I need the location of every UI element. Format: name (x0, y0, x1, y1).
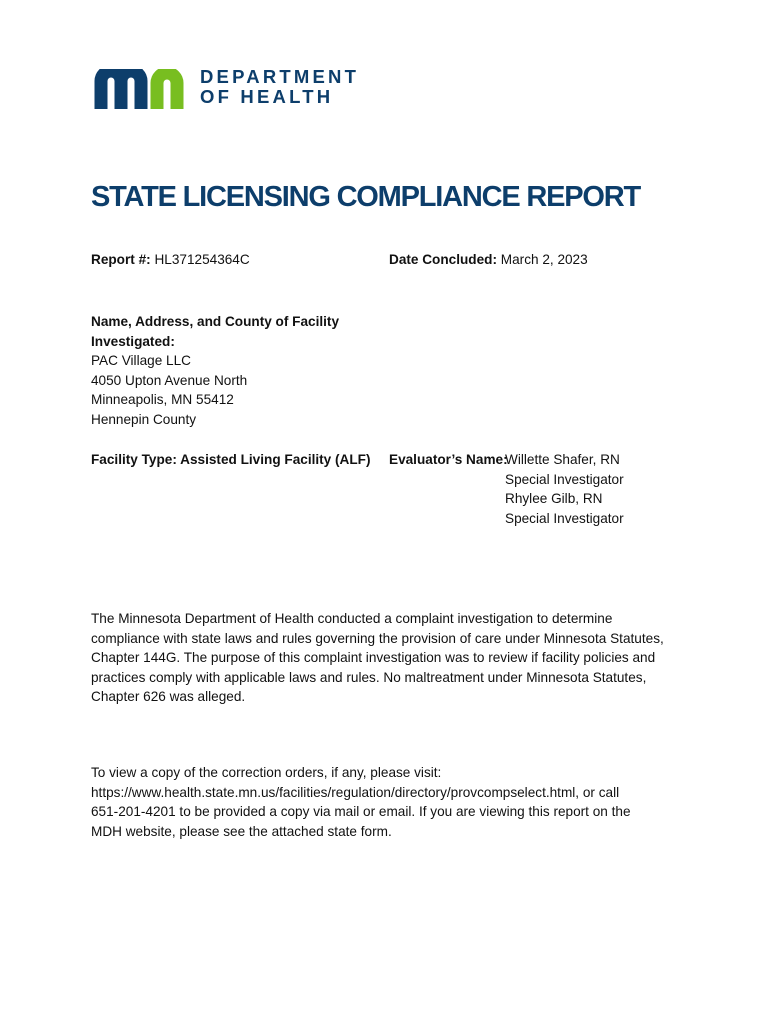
evaluator-line: Special Investigator (505, 510, 624, 526)
investigation-paragraph (91, 609, 664, 707)
evaluator-line: Rhylee Gilb, RN (505, 491, 603, 507)
paragraph-line: To view a copy of the correction orders, if any, please visit: (91, 765, 442, 780)
report-number-value: HL371254364C (154, 252, 250, 267)
paragraph-line: 651-201-4201 to be provided a copy via mail or email. If you are viewing this report on the (91, 804, 631, 820)
date-concluded (389, 250, 588, 270)
facility-label-line-2: Investigated: (91, 333, 175, 349)
facility-type (91, 450, 371, 470)
department-of-health-wordmark (200, 67, 359, 107)
evaluator-names (505, 450, 624, 528)
logo-line-2: OF HEALTH (200, 86, 334, 107)
paragraph-line: practices comply with applicable laws and rules. No maltreatment under Minnesota Statutes, (91, 669, 647, 685)
report-number-label: Report #: (91, 252, 151, 267)
mdh-logo (94, 67, 374, 111)
date-concluded-label: Date Concluded: (389, 252, 497, 267)
facility-name: PAC Village LLC (91, 353, 191, 369)
paragraph-line: MDH website, please see the attached state form. (91, 823, 392, 839)
report-title: STATE LICENSING COMPLIANCE REPORT (91, 181, 641, 213)
facility-city: Minneapolis, MN 55412 (91, 392, 234, 408)
paragraph-line-with-link[interactable]: https://www.health.state.mn.us/facilities/regulation/directory/provcompselect.html, or call (91, 784, 620, 800)
mn-logo-mark (94, 69, 188, 109)
logo-line-1: DEPARTMENT (200, 66, 360, 87)
paragraph-line: Chapter 626 was alleged. (91, 689, 246, 705)
evaluator-label: Evaluator’s Name: (389, 452, 508, 467)
paragraph-line: Chapter 144G. The purpose of this complaint investigation was to review if facility policies and (91, 650, 656, 666)
facility-street: 4050 Upton Avenue North (91, 372, 248, 388)
evaluator-line: Willette Shafer, RN (505, 452, 620, 467)
facility-label-line-1: Name, Address, and County of Facility (91, 314, 340, 329)
date-concluded-value: March 2, 2023 (500, 252, 588, 267)
facility-type-value: Assisted Living Facility (ALF) (180, 452, 371, 467)
facility-type-label: Facility Type: (91, 452, 177, 467)
facility-block (91, 312, 339, 430)
report-number (91, 250, 250, 270)
paragraph-line: The Minnesota Department of Health conducted a complaint investigation to determine (91, 611, 613, 626)
evaluator-label-wrap (389, 450, 508, 470)
evaluator-line: Special Investigator (505, 471, 624, 487)
facility-county: Hennepin County (91, 411, 197, 427)
paragraph-line: compliance with state laws and rules governing the provision of care under Minnesota Statutes, (91, 630, 664, 646)
correction-orders-paragraph (91, 763, 631, 841)
